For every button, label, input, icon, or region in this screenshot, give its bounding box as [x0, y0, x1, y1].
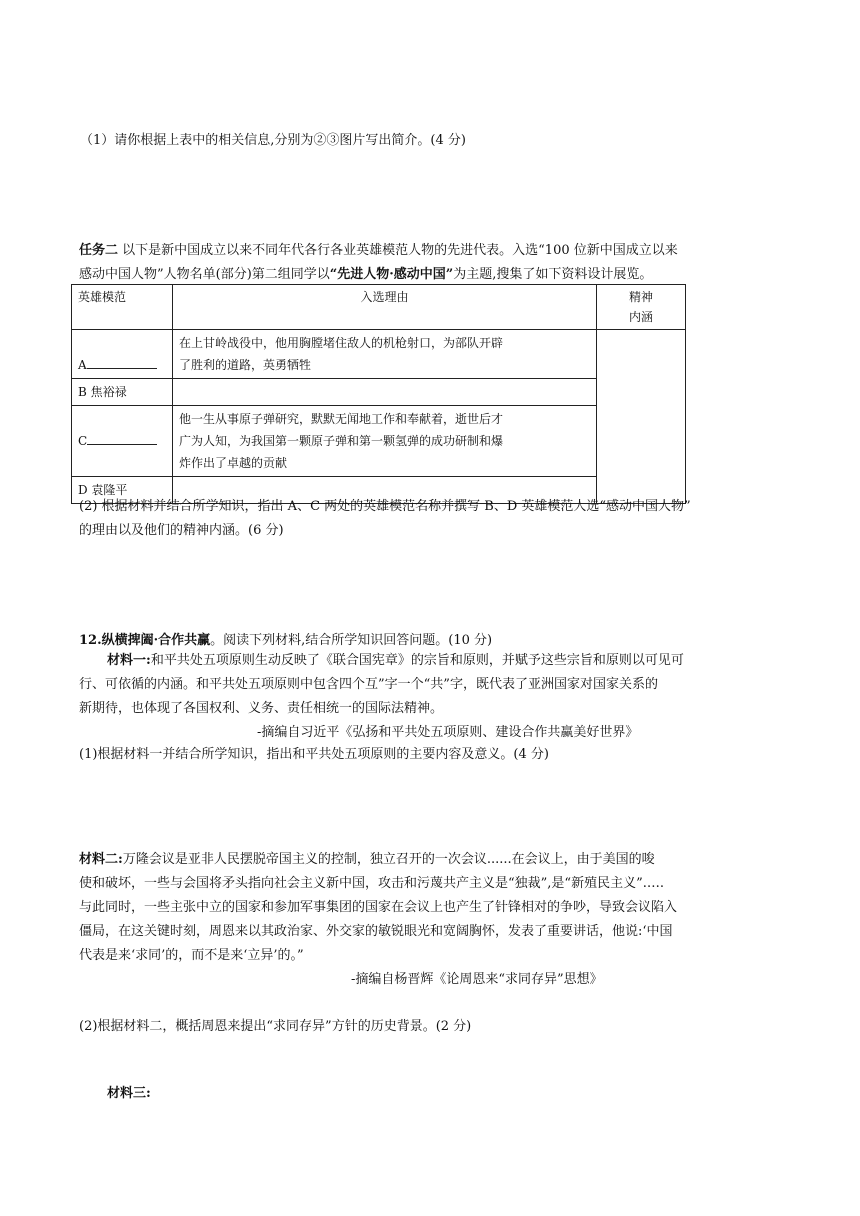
- material-2-line2: 使和破坏，一些与会国将矛头指向社会主义新中国，攻击和污蔑共产主义是“独裁”,是“新殖民主义”.….: [79, 876, 664, 891]
- task2-intro-line2: [79, 263, 652, 282]
- reason-b-cell: [172, 379, 596, 406]
- question-2-line2: 的理由以及他们的精神内涵。(6 分): [79, 523, 284, 538]
- material-1-label: 材料一:: [107, 653, 151, 668]
- material-3-label: 材料三:: [107, 1086, 151, 1101]
- material-2-line5: 代表是来‘求同’的，而不是来‘立异’的。”: [79, 948, 304, 963]
- reason-c-line2: 广为人知，为我国第一颗原子弹和第一颗氢弹的成功研制和爆: [178, 434, 503, 448]
- header-hero: 英雄模范: [72, 285, 173, 330]
- task2-theme: “先进人物·感动中国”: [329, 267, 454, 282]
- question-12-title: [79, 629, 492, 648]
- material-2-source: -摘编自杨晋辉《论周恩来“求同存异”思想》: [351, 972, 603, 987]
- hero-a-cell: [72, 330, 173, 379]
- task2-intro-text3: 为主题,搜集了如下资料设计展览。: [453, 267, 653, 282]
- table-row: [72, 330, 686, 379]
- material-2-line3: 与此同时，一些主张中立的国家和参加军事集团的国家在会议上也产生了针锋相对的争吵，导致会议陷入: [79, 900, 678, 915]
- material-1-line2: 行、可依循的内涵。和平共处五项原则中包含四个互”字一个“共”字，既代表了亚洲国家对国家关系的: [79, 677, 658, 692]
- material-2-line4: 僵局，在这关键时刻，周恩来以其政治家、外交家的敏锐眼光和宽阔胸怀，发表了重要讲话，他说:‘中国: [79, 924, 673, 939]
- reason-a-line1: 在上甘岭战役中，他用胸膛堵住敌人的机枪射口，为部队开辟: [178, 336, 503, 350]
- question-12-1: (1)根据材料一并结合所学知识，指出和平共处五项原则的主要内容及意义。(4 分): [79, 747, 549, 762]
- hero-c-label: C: [78, 434, 88, 448]
- question-12-heading: 12.纵横捭阖·合作共赢: [79, 633, 211, 648]
- question-12-2: (2)根据材料二，概括周恩来提出“求同存异”方针的历史背景。(2 分): [79, 1019, 472, 1034]
- header-reason: 入选理由: [172, 285, 596, 330]
- task2-title: 任务二: [79, 243, 119, 258]
- material-2-line1: 万隆会议是亚非人民摆脱帝国主义的控制，独立召开的一次会议......在会议上，由于美国的唆: [122, 852, 655, 867]
- hero-a-label: A: [78, 358, 87, 372]
- material-1-line1: 和平共处五项原则生动反映了《联合国宪章》的宗旨和原则，并赋予这些宗旨和原则以可见可: [150, 653, 684, 668]
- table-row: [72, 406, 686, 477]
- material-1: [79, 649, 684, 745]
- reason-a-line2: 了胜利的道路，英勇牺牲: [178, 358, 311, 372]
- reason-c-cell: [172, 406, 596, 477]
- task2-intro-text2: 感动中国人物”人物名单(部分)第二组同学以: [79, 267, 330, 282]
- task2-intro-text1: 以下是新中国成立以来不同年代各行各业英雄模范人物的先进代表。入选“100 位新中国成立以来: [118, 243, 678, 258]
- hero-d-cell: D 袁隆平: [72, 477, 173, 504]
- question-1: （1）请你根据上表中的相关信息,分别为②③图片写出简介。(4 分): [80, 133, 466, 148]
- material-2-label: 材料二:: [79, 852, 123, 867]
- heroes-table: [71, 284, 686, 504]
- hero-c-blank: [87, 432, 157, 445]
- hero-c-cell: [72, 406, 173, 477]
- header-spirit: [597, 285, 686, 330]
- material-1-source: -摘编自习近平《弘扬和平共处五项原则、建设合作共赢美好世界》: [257, 725, 639, 740]
- table-header-row: [72, 285, 686, 330]
- header-spirit-line1: 精神: [629, 290, 654, 304]
- material-1-line3: 新期待，也体现了各国权利、义务、责任相统一的国际法精神。: [79, 701, 444, 716]
- hero-a-blank: [87, 356, 157, 369]
- table-row: [72, 379, 686, 406]
- reason-c-line1: 他一生从事原子弹研究，默默无闻地工作和奉献着，逝世后才: [178, 412, 503, 426]
- reason-c-line3: 炸作出了卓越的贡献: [178, 456, 287, 470]
- question-2-line1: (2) 根据材料并结合所学知识，指出 A、C 两处的英雄模范名称并撰写 B、D 英雄模范人选“感动中国人物”: [79, 499, 691, 514]
- header-spirit-line2: 内涵: [629, 310, 654, 324]
- spirit-cell: [597, 330, 686, 504]
- hero-b-cell: B 焦裕禄: [72, 379, 173, 406]
- question-12-instruction: 。阅读下列材料,结合所学知识回答问题。(10 分): [210, 633, 493, 648]
- task2-intro-line1: [79, 239, 678, 258]
- material-2: [79, 848, 677, 992]
- reason-a-cell: [172, 330, 596, 379]
